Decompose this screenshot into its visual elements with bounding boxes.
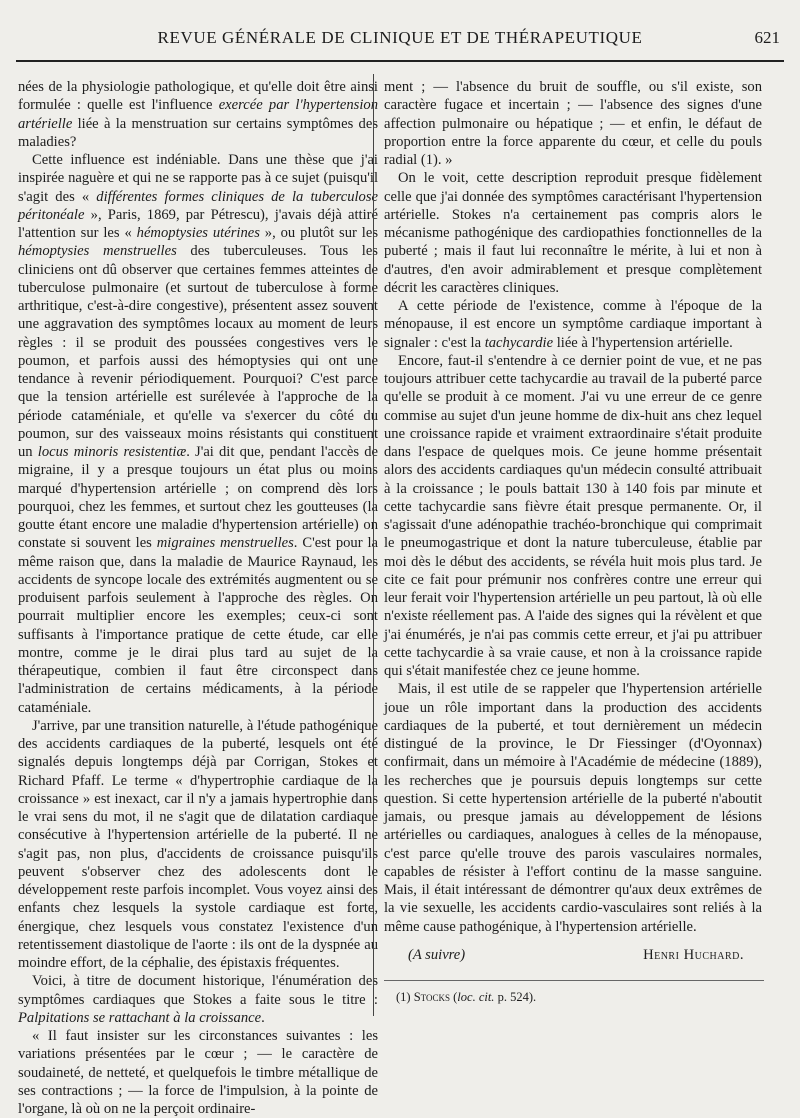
paragraph: Cette influence est indéniable. Dans une thèse que j'ai inspirée naguère et qui ne se rapporte pas à ce sujet (puisqu'il s'agit des « différentes formes cliniques de la tuberculose péritonéale », Paris, 1869, par Pétrescu), j'avais déjà attiré l'attention sur les « hémoptysies utérines », ou plutôt sur les hémoptysies menstruelles des tuberculeuses. Tous les cliniciens ont dû observer que certaines femmes atteintes de tuberculose pulmonaire (et surtout de tuberculose à forme arthritique, c'est-à-dire congestive), présentent assez souvent une aggravation des symptômes locaux au moment de leurs règles : il se produit des poussées congestives vers le poumon, et parfois aussi des hémoptysies qui ont une tendance à revenir périodiquement. Pourquoi? C'est parce que la tension artérielle est surélevée à l'approche de la période cataméniale, et qu'elle va s'exercer du côté du poumon, sur des vaisseaux moins résistants qui constituent un locus minoris resistentiæ. J'ai dit que, pendant l'accès de migraine, il y a presque toujours un état plus ou moins marqué d'hypertension artérielle ; on comprend dès lors pourquoi, chez les femmes, et surtout chez les goutteuses (la goutte étant encore une maladie d'hypertension artérielle) on constate si souvent les migraines menstruelles. C'est pour la même raison que, dans la maladie de Maurice Raynaud, les accidents de syncope locale des extrémités augmentent ou se produisent parfois seulement à l'approche des règles. On pourrait multiplier encore les exemples; ceux-ci sont suffisants à l'importance pratique de cette étude, car elle montre, comme je le dirai plus tard au sujet de la thérapeutique, combien il faut être circonspect dans l'administration de certains médicaments, à la période cataméniale.	[18, 152, 379, 716]
header-rule	[16, 60, 784, 62]
paragraph: J'arrive, par une transition naturelle, à l'étude pathogénique des accidents cardiaques de la puberté, lesquels ont été signalés depuis longtemps déjà par Corrigan, Stokes et Richard Pfaff. Le terme « d'hypertrophie cardiaque de la croissance » est inexact, car il n'y a jamais hypertrophie dans le vrai sens du mot, il ne s'agit que de dilatation cardiaque consécutive à l'hypertension artérielle de la puberté. Il ne s'agit pas, non plus, d'accidents de croissance puisqu'ils peuvent s'observer chez des adolescents dont le développement reste parfois incomplet. Vous voyez ainsi des enfants chez lesquels la systole cardiaque est forte, énergique, chez lesquels vous constatez l'existence d'un retentissement diastolique de l'aorte : ils ont de la dyspnée au moindre effort, de la céphalie, des épistaxis fréquentes.	[18, 717, 378, 971]
column-divider	[373, 74, 374, 1016]
paragraph: ment ; — l'absence du bruit de souffle, ou s'il existe, son caractère fugace et incertain ; — l'absence des signes d'une affection pulmonaire ou hépatique ; — et enfin, le défaut de proportion entre la force apparente du cœur, et celle du pouls radial (1). »	[384, 79, 762, 168]
paragraph: On le voit, cette description reproduit presque fidèlement celle que j'ai donnée des symptômes caractérisant l'hypertension artérielle. Stokes n'a certainement pas compris alors le mécanisme pathogénique des cardiopathies fonctionnelles de la puberté ; mais il faut lui reconnaître le mérite, à lui et non à d'autres, d'en avoir admirablement et presque complètement décrit les caractères cliniques.	[384, 170, 762, 296]
paragraph: Encore, faut-il s'entendre à ce dernier point de vue, et ne pas toujours attribuer cette tachycardie au travail de la puberté parce qu'elle se produit à ce moment. J'ai vu une erreur de ce genre commise au sujet d'un jeune homme de dix-huit ans chez lequel une croissance rapide et vraiment extraordinaire s'était produite dans l'espace de quelques mois. Ce jeune homme présentait alors des accidents cardiaques qu'un médecin consulté attribuait à la croissance ; le pouls battait 130 à 140 fois par minute et cette tachycardie sans fièvre était presque permanente. Or, il s'agissait d'une adénopathie trachéo-bronchique qui comprimait le pneumogastrique et dont la nature tuberculeuse, établie par moi dès le début des accidents, se révéla huit mois plus tard. Je cite ce fait pour prémunir nos confrères contre une erreur qui leur ferait voir l'hypertension artérielle un peu partout, là où elle n'existe réellement pas. A l'aide des signes qui la révèlent et que j'ai énumérés, je n'ai pas commis cette erreur, et j'ai pu attribuer cette tachycardie à sa vraie cause, et non à la croissance rapide qui s'était manifestée chez ce jeune homme.	[384, 352, 762, 679]
paragraph: A cette période de l'existence, comme à l'époque de la ménopause, il est encore un symptôme cardiaque important à signaler : c'est la tachycardie liée à l'hypertension artérielle.	[384, 298, 762, 351]
footnote: (1) Stocks (loc. cit. p. 524).	[396, 990, 537, 1004]
left-column	[18, 78, 378, 1118]
paragraph: nées de la physiologie pathologique, et qu'elle doit être ainsi formulée : quelle est l'influence exercée par l'hypertension artérielle liée à la menstruation sur certains symptômes des maladies?	[18, 79, 378, 150]
footnote-rule	[384, 980, 764, 981]
paragraph: « Il faut insister sur les circonstances suivantes : les variations présentées par le cœur ; — le caractère de soudaineté, de netteté, et quelquefois le timbre métallique de ses contractions ; — la force de l'impulsion, à la pointe de l'organe, là où on ne la perçoit ordinaire-	[18, 1028, 378, 1117]
paragraph: Mais, il est utile de se rappeler que l'hypertension artérielle joue un rôle important dans la production des accidents cardiaques de la puberté, et tout dernièrement un médecin distingué de la province, le Dr Fiessinger (d'Oyonnax) confirmait, dans un mémoire à l'Académie de médecine (1889), les recherches que je poursuis depuis longtemps sur cette question. Si cette hypertension artérielle de la puberté n'aboutit jamais, ou presque jamais au développement de lésions artérielles ou cardiaques, analogues à celles de la ménopause, c'est parce qu'elle trouve des parois vasculaires normales, capables de résister à l'effort continu de la masse sanguine. Mais, il était intéressant de démontrer qu'aux deux extrêmes de la vie sexuelle, les accidents cardio-vasculaires sont reliés à la même cause pathogénique, à l'hypertension artérielle.	[384, 681, 762, 935]
author-signature: Henri Huchard.	[643, 946, 744, 963]
running-header	[0, 26, 800, 54]
right-column	[384, 78, 762, 966]
to-be-continued: (A suivre)	[408, 946, 466, 963]
signature-row	[384, 942, 762, 966]
page-number: 621	[754, 28, 780, 47]
paragraph: Voici, à titre de document historique, l'énumération des symptômes cardiaques que Stokes a faite sous le titre : Palpitations se rattachant à la croissance.	[18, 973, 378, 1026]
journal-title: REVUE GÉNÉRALE DE CLINIQUE ET DE THÉRAPEUTIQUE	[157, 28, 643, 47]
